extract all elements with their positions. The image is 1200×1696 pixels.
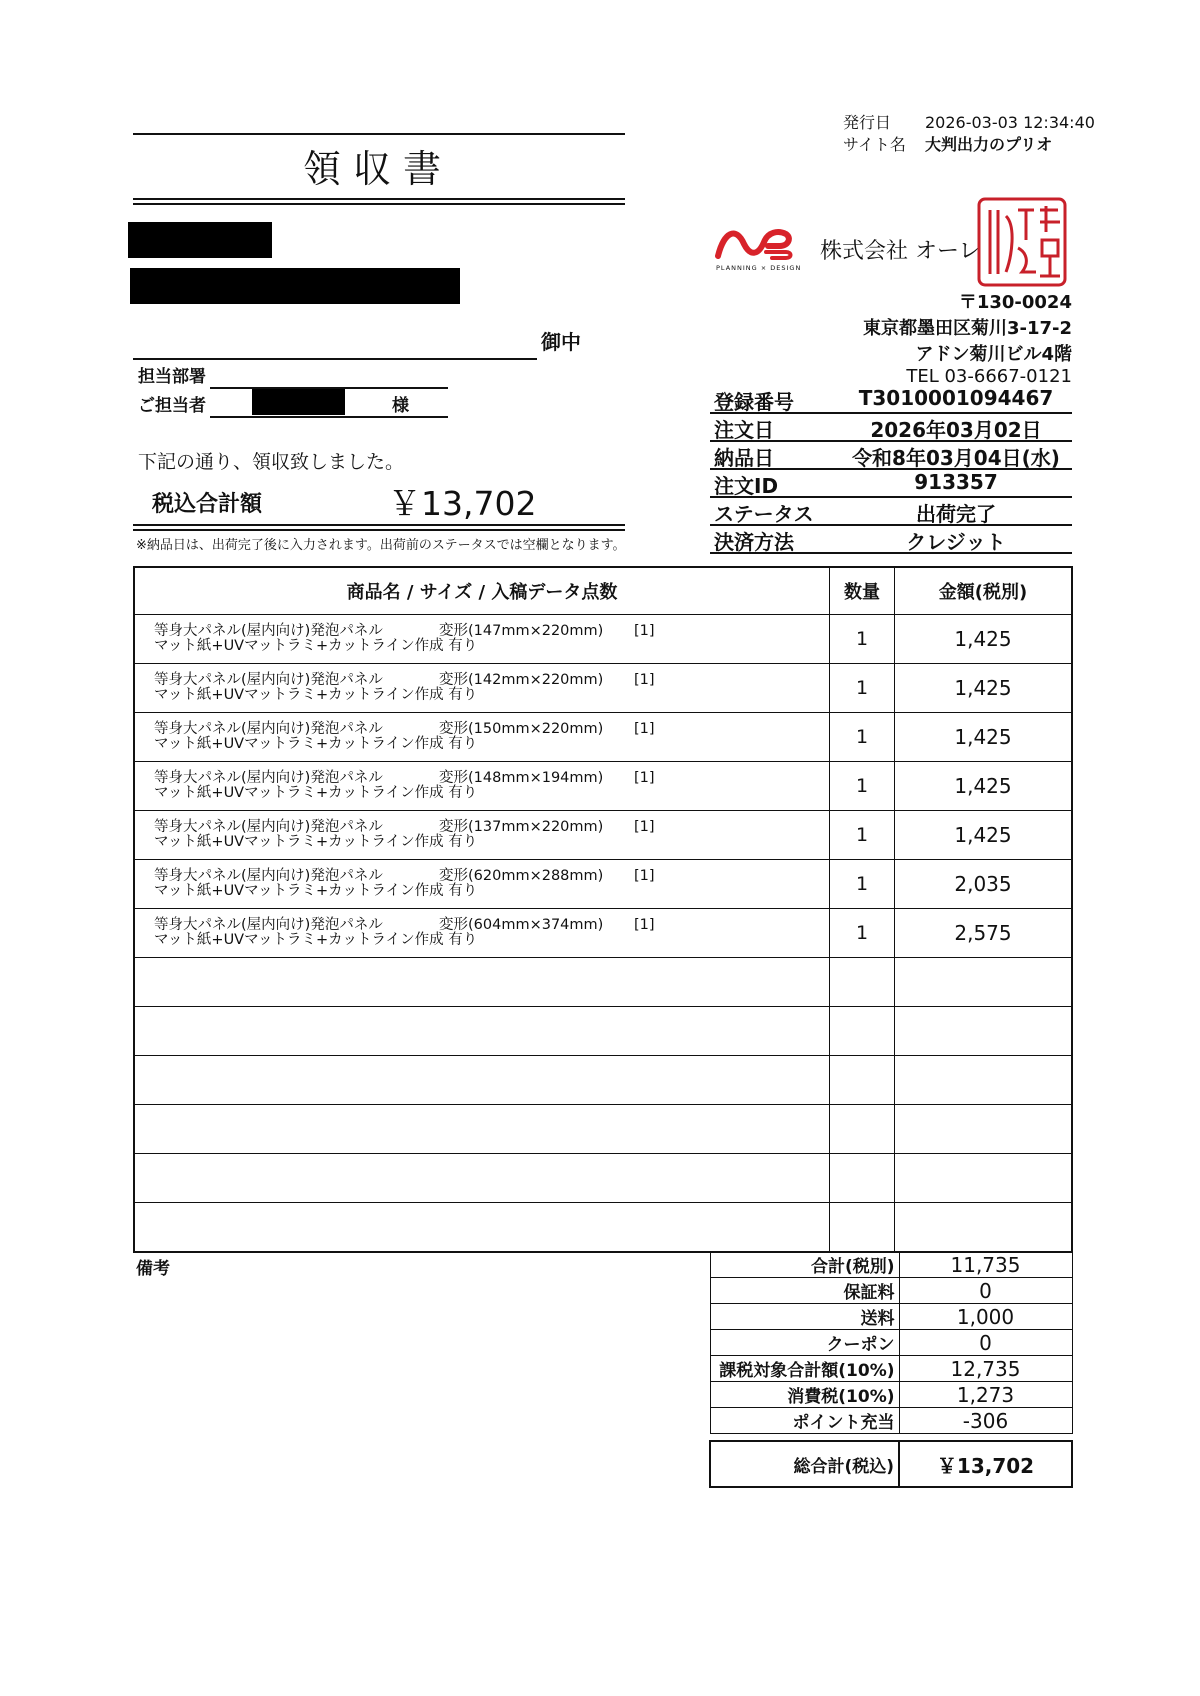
info-value: T3010001094467 [858, 386, 1054, 410]
empty-table-row [134, 1203, 1072, 1253]
header-name: 商品名 / サイズ / 入稿データ点数 [134, 567, 830, 615]
item-qty: 1 [830, 860, 895, 909]
info-value: 令和8年03月04日(水) [852, 446, 1060, 470]
items-table [133, 566, 1073, 1253]
item-detail: マット紙+UVマットラミ+カットライン作成 有り [154, 834, 478, 850]
summary-value: 1,273 [899, 1382, 1072, 1408]
grand-total-label: 総合計(税込) [710, 1441, 899, 1487]
logo-tagline: PLANNING × DESIGN [716, 264, 802, 272]
site-name-value: 大判出力のプリオ [925, 135, 1053, 154]
empty-table-row [134, 1056, 1072, 1105]
spacer-cell [899, 1434, 1072, 1442]
title-bottom-rule-2 [133, 203, 625, 205]
summary-label: 保証料 [710, 1278, 899, 1304]
info-row-order-date [710, 412, 1072, 442]
item-amount: 1,425 [895, 762, 1073, 811]
summary-value: 0 [899, 1278, 1072, 1304]
summary-value: 1,000 [899, 1304, 1072, 1330]
item-cell [134, 909, 830, 958]
empty-cell [134, 1154, 830, 1203]
item-qty: 1 [830, 811, 895, 860]
item-size: 変形(604mm×374mm) [439, 917, 604, 933]
item-amount: 1,425 [895, 615, 1073, 664]
item-size: 変形(142mm×220mm) [439, 672, 604, 688]
empty-cell [830, 958, 895, 1007]
item-product: 等身大パネル(屋内向け)発泡パネル [154, 917, 383, 933]
item-count: [1] [634, 868, 655, 884]
item-product: 等身大パネル(屋内向け)発泡パネル [154, 623, 383, 639]
empty-cell [895, 1105, 1073, 1154]
table-row [134, 615, 1072, 664]
empty-cell [134, 1056, 830, 1105]
empty-cell [830, 1154, 895, 1203]
summary-value: 0 [899, 1330, 1072, 1356]
company-address1: 東京都墨田区菊川3-17-2 [862, 318, 1072, 339]
company-logo-icon [714, 220, 796, 270]
item-qty: 1 [830, 615, 895, 664]
person-label: ご担当者 [138, 396, 206, 416]
empty-table-row [134, 1007, 1072, 1056]
empty-cell [134, 958, 830, 1007]
redacted-recipient-line2 [130, 268, 460, 304]
item-count: [1] [634, 672, 655, 688]
summary-table [709, 1251, 1073, 1488]
item-product: 等身大パネル(屋内向け)発泡パネル [154, 770, 383, 786]
summary-row [710, 1382, 1072, 1408]
page-title: 領収書 [302, 147, 453, 191]
item-detail: マット紙+UVマットラミ+カットライン作成 有り [154, 932, 478, 948]
empty-cell [895, 958, 1073, 1007]
info-label: 注文ID [714, 474, 779, 498]
company-seal-icon [976, 196, 1068, 288]
table-row [134, 713, 1072, 762]
summary-value: -306 [899, 1408, 1072, 1434]
company-tel: TEL 03-6667-0121 [906, 366, 1072, 387]
info-label: 登録番号 [714, 390, 794, 414]
item-amount: 1,425 [895, 664, 1073, 713]
item-amount: 2,035 [895, 860, 1073, 909]
department-label: 担当部署 [138, 367, 206, 387]
empty-cell [895, 1007, 1073, 1056]
item-qty: 1 [830, 762, 895, 811]
item-count: [1] [634, 819, 655, 835]
info-row-registration [710, 384, 1072, 414]
empty-cell [134, 1203, 830, 1253]
summary-row [710, 1408, 1072, 1434]
company-postal: 〒130-0024 [958, 292, 1072, 313]
empty-cell [830, 1203, 895, 1253]
recipient-suffix: 御中 [541, 330, 581, 354]
table-row [134, 762, 1072, 811]
info-row-delivery-date [710, 440, 1072, 470]
empty-cell [134, 1007, 830, 1056]
header-qty: 数量 [830, 567, 895, 615]
delivery-note: ※納品日は、出荷完了後に入力されます。出荷前のステータスでは空欄となります。 [136, 538, 626, 553]
redacted-person-name [252, 389, 345, 415]
table-row [134, 860, 1072, 909]
item-product: 等身大パネル(屋内向け)発泡パネル [154, 868, 383, 884]
remarks-label: 備考 [136, 1259, 170, 1279]
items-header-row [134, 567, 1072, 615]
item-detail: マット紙+UVマットラミ+カットライン作成 有り [154, 638, 478, 654]
item-qty: 1 [830, 664, 895, 713]
spacer-cell [710, 1434, 899, 1442]
summary-label: クーポン [710, 1330, 899, 1356]
info-value: クレジット [906, 530, 1006, 554]
item-amount: 1,425 [895, 713, 1073, 762]
item-product: 等身大パネル(屋内向け)発泡パネル [154, 721, 383, 737]
summary-row [710, 1252, 1072, 1278]
grand-total-value: ￥13,702 [899, 1441, 1072, 1487]
grand-total-row [710, 1441, 1072, 1487]
company-address2: アドン菊川ビル4階 [915, 344, 1072, 365]
item-cell [134, 811, 830, 860]
item-amount: 1,425 [895, 811, 1073, 860]
site-name [843, 132, 1052, 155]
item-qty: 1 [830, 713, 895, 762]
summary-row [710, 1304, 1072, 1330]
issue-date [843, 110, 1095, 133]
company-name: 株式会社 オーレ [820, 239, 981, 264]
total-label: 税込合計額 [152, 492, 263, 517]
receipt-message: 下記の通り、領収致しました。 [138, 451, 405, 473]
summary-label: ポイント充当 [710, 1408, 899, 1434]
header-amount: 金額(税別) [895, 567, 1073, 615]
item-detail: マット紙+UVマットラミ+カットライン作成 有り [154, 785, 478, 801]
item-size: 変形(147mm×220mm) [439, 623, 604, 639]
item-detail: マット紙+UVマットラミ+カットライン作成 有り [154, 883, 478, 899]
empty-cell [830, 1056, 895, 1105]
empty-cell [830, 1007, 895, 1056]
info-row-order-id [710, 468, 1072, 498]
total-value: ￥13,702 [388, 484, 537, 523]
table-row [134, 811, 1072, 860]
total-rule-1 [133, 524, 625, 526]
item-detail: マット紙+UVマットラミ+カットライン作成 有り [154, 687, 478, 703]
title-bottom-rule-1 [133, 198, 625, 200]
item-size: 変形(148mm×194mm) [439, 770, 604, 786]
item-cell [134, 713, 830, 762]
item-cell [134, 615, 830, 664]
title-top-rule [133, 133, 625, 135]
summary-row [710, 1278, 1072, 1304]
recipient-underline [133, 358, 537, 360]
empty-cell [895, 1203, 1073, 1253]
empty-cell [895, 1056, 1073, 1105]
item-amount: 2,575 [895, 909, 1073, 958]
item-size: 変形(150mm×220mm) [439, 721, 604, 737]
info-value: 913357 [914, 470, 998, 494]
info-row-status [710, 496, 1072, 526]
item-size: 変形(620mm×288mm) [439, 868, 604, 884]
info-label: 決済方法 [714, 530, 794, 554]
issue-date-value: 2026-03-03 12:34:40 [925, 113, 1095, 132]
empty-cell [830, 1105, 895, 1154]
empty-cell [134, 1105, 830, 1154]
summary-row [710, 1330, 1072, 1356]
summary-label: 送料 [710, 1304, 899, 1330]
site-name-label: サイト名 [843, 135, 906, 154]
item-count: [1] [634, 770, 655, 786]
item-count: [1] [634, 721, 655, 737]
item-cell [134, 762, 830, 811]
summary-label: 消費税(10%) [710, 1382, 899, 1408]
empty-table-row [134, 958, 1072, 1007]
info-label: ステータス [714, 502, 814, 526]
summary-value: 11,735 [899, 1252, 1072, 1278]
info-label: 注文日 [714, 418, 774, 442]
table-row [134, 664, 1072, 713]
item-count: [1] [634, 917, 655, 933]
empty-table-row [134, 1154, 1072, 1203]
redacted-recipient-line1 [128, 222, 272, 258]
empty-table-row [134, 1105, 1072, 1154]
item-count: [1] [634, 623, 655, 639]
info-row-payment [710, 524, 1072, 554]
item-product: 等身大パネル(屋内向け)発泡パネル [154, 672, 383, 688]
summary-spacer [710, 1434, 1072, 1442]
item-product: 等身大パネル(屋内向け)発泡パネル [154, 819, 383, 835]
info-label: 納品日 [714, 446, 774, 470]
total-rule-2 [133, 529, 625, 531]
item-cell [134, 664, 830, 713]
item-qty: 1 [830, 909, 895, 958]
summary-value: 12,735 [899, 1356, 1072, 1382]
summary-label: 合計(税別) [710, 1252, 899, 1278]
person-suffix: 様 [392, 396, 409, 416]
person-underline [210, 416, 448, 418]
table-row [134, 909, 1072, 958]
info-value: 出荷完了 [916, 502, 996, 526]
item-cell [134, 860, 830, 909]
issue-date-label: 発行日 [843, 113, 892, 132]
empty-cell [895, 1154, 1073, 1203]
info-value: 2026年03月02日 [870, 418, 1042, 442]
summary-label: 課税対象合計額(10%) [710, 1356, 899, 1382]
summary-row [710, 1356, 1072, 1382]
item-detail: マット紙+UVマットラミ+カットライン作成 有り [154, 736, 478, 752]
item-size: 変形(137mm×220mm) [439, 819, 604, 835]
